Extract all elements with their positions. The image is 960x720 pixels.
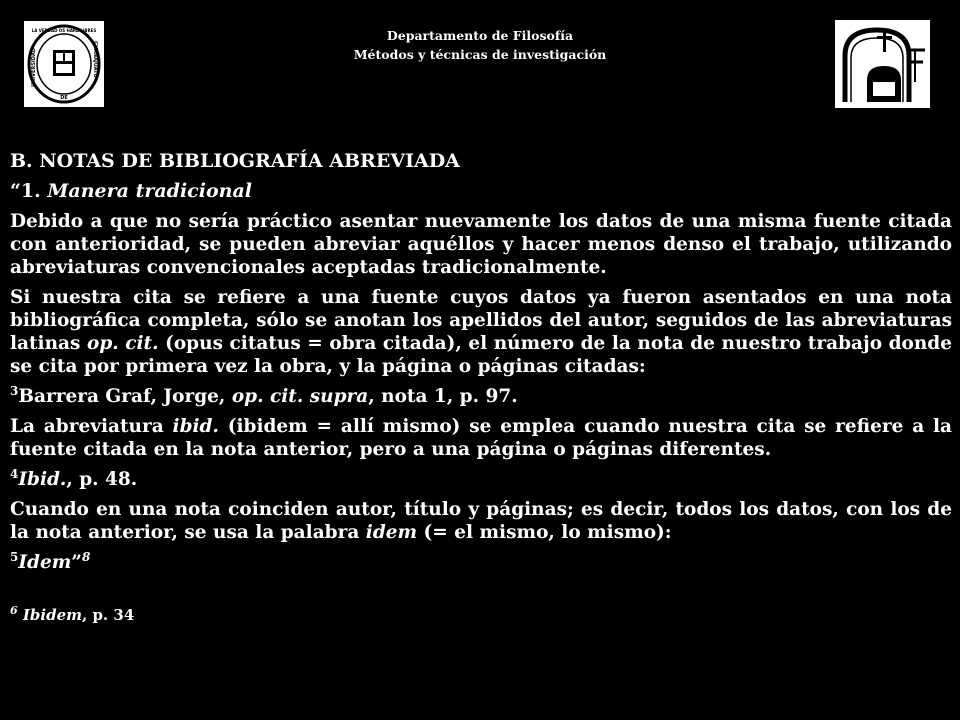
slide-content [10, 150, 952, 634]
seal-text-top: LA VERDAD OS HARÁ LIBRES [31, 28, 97, 33]
subsection-heading: “1. Manera tradicional [10, 180, 252, 202]
seal-text-bottom: DE [60, 95, 68, 101]
paragraph-op-cit: Si nuestra cita se refiere a una fuente cuyos datos ya fueron asentados en una nota bibliográfica completa, sólo se anotan los apellidos del autor, seguidos de las abreviaturas latinas op. cit. (opus citatus = obra citada), el número de la nota de nuestro trabajo donde se cita por primera vez la obra, y la página o páginas citadas: [10, 287, 953, 377]
university-seal-logo [24, 21, 104, 107]
footnote-ibidem: $^6$ Ibidem, p. 34 [10, 604, 135, 624]
example-op-cit: $^3$Barrera Graf, Jorge, op. cit. supra, nota 1, p. 97. [10, 383, 518, 407]
church-arch-cross-icon [837, 22, 928, 106]
course-title: Métodos y técnicas de investigación [353, 47, 607, 62]
example-ibid: $^4$Ibid., p. 48. [10, 466, 138, 490]
paragraph-intro: Debido a que no sería práctico asentar nuevamente los datos de una misma fuente citada con anterioridad, se pueden abreviar aquéllos y hacer menos denso el trabajo, utilizando abreviaturas convencionales aceptadas tradicionalmente. [10, 211, 952, 278]
slide-header [220, 26, 740, 64]
seal-text-left: UNIVERSIDAD [31, 48, 37, 87]
seal-text-right: GUANAJUATO [92, 41, 98, 78]
paragraph-idem: Cuando en una nota coinciden autor, título y páginas; es decir, todos los datos, con los de la nota anterior, se usa la palabra idem (= el mismo, lo mismo): [10, 499, 952, 543]
paragraph-ibid: La abreviatura ibid. (ibidem = allí mismo) se emplea cuando nuestra cita se refiere a la fuente citada en la nota anterior, pero a una página o páginas diferentes. [10, 416, 952, 460]
department-logo [835, 20, 930, 108]
department-title: Departamento de Filosofía [386, 28, 574, 43]
example-idem: $^5$Idem”$^8$ [10, 549, 91, 573]
section-heading: B. NOTAS DE BIBLIOGRAFÍA ABREVIADA [10, 150, 460, 172]
university-seal-icon [26, 23, 102, 105]
